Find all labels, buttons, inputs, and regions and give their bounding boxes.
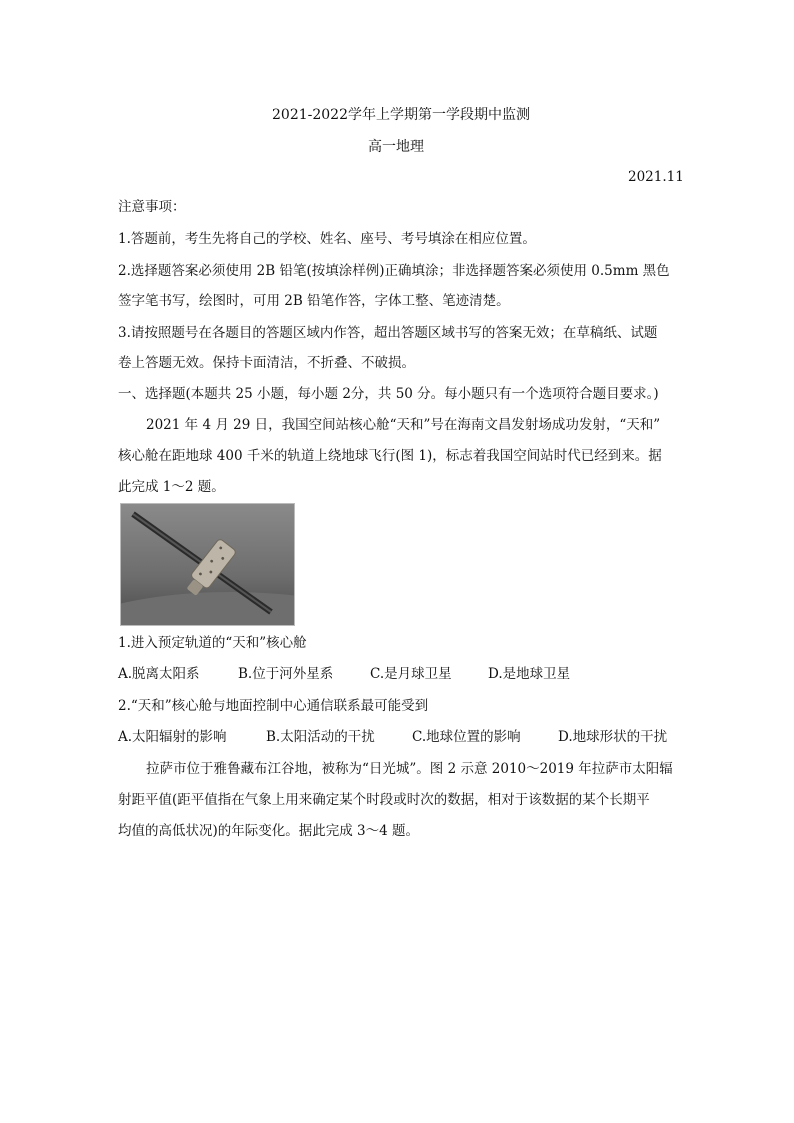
notice-item-3-line-1: 3.请按照题号在各题目的答题区域内作答，超出答题区域书写的答案无效；在草稿纸、试题: [118, 325, 658, 341]
notice-item-1: 1.答题前，考生先将自己的学校、姓名、座号、考号填涂在相应位置。: [118, 231, 536, 247]
question-2-option-a: A.太阳辐射的影响: [118, 729, 227, 745]
passage-1-line-1: 2021 年 4 月 29 日，我国空间站核心舱“天和”号在海南文昌发射场成功发射，“天和”: [146, 417, 661, 433]
question-1-stem: 1.进入预定轨道的“天和”核心舱: [118, 635, 307, 651]
question-1-option-a: A.脱离太阳系: [118, 666, 200, 682]
question-2-option-c: C.地球位置的影响: [412, 729, 521, 745]
section-heading: 一、选择题(本题共 25 小题，每小题 2分，共 50 分。每小题只有一个选项符合题目要求。): [118, 386, 659, 402]
passage-2-line-1: 拉萨市位于雅鲁藏布江谷地，被称为“日光城”。图 2 示意 2010～2019 年拉萨市太阳辐: [146, 761, 673, 777]
question-1-option-d: D.是地球卫星: [488, 666, 571, 682]
passage-2-line-2: 射距平值(距平值指在气象上用来确定某个时段或时次的数据，相对于该数据的某个长期平: [118, 792, 650, 808]
question-2-option-b: B.太阳活动的干扰: [266, 729, 375, 745]
question-1-option-b: B.位于河外星系: [238, 666, 334, 682]
space-station-illustration: [121, 504, 294, 625]
passage-1-line-3: 此完成 1～2 题。: [118, 479, 225, 495]
notice-item-3-line-2: 卷上答题无效。保持卡面清洁，不折叠、不破损。: [118, 355, 415, 371]
question-2-stem: 2.“天和”核心舱与地面控制中心通信联系最可能受到: [118, 698, 429, 714]
exam-date: 2021.11: [628, 169, 684, 185]
question-2-option-d: D.地球形状的干扰: [558, 729, 668, 745]
notice-heading: 注意事项：: [118, 199, 186, 215]
question-1-option-c: C.是月球卫星: [370, 666, 452, 682]
space-station-photo: [120, 503, 295, 626]
notice-item-2-line-2: 签字笔书写，绘图时，可用 2B 铅笔作答，字体工整、笔迹清楚。: [118, 293, 510, 309]
page-subtitle: 高一地理: [368, 139, 424, 155]
passage-2-line-3: 均值的高低状况)的年际变化。据此完成 3～4 题。: [118, 823, 420, 839]
page-title: 2021-2022学年上学期第一学段期中监测: [272, 107, 530, 123]
passage-1-line-2: 核心舱在距地球 400 千米的轨道上绕地球飞行(图 1)，标志着我国空间站时代已经到来。据: [118, 448, 662, 464]
notice-item-2-line-1: 2.选择题答案必须使用 2B 铅笔(按填涂样例)正确填涂；非选择题答案必须使用 0.5mm 黑色: [118, 263, 670, 279]
